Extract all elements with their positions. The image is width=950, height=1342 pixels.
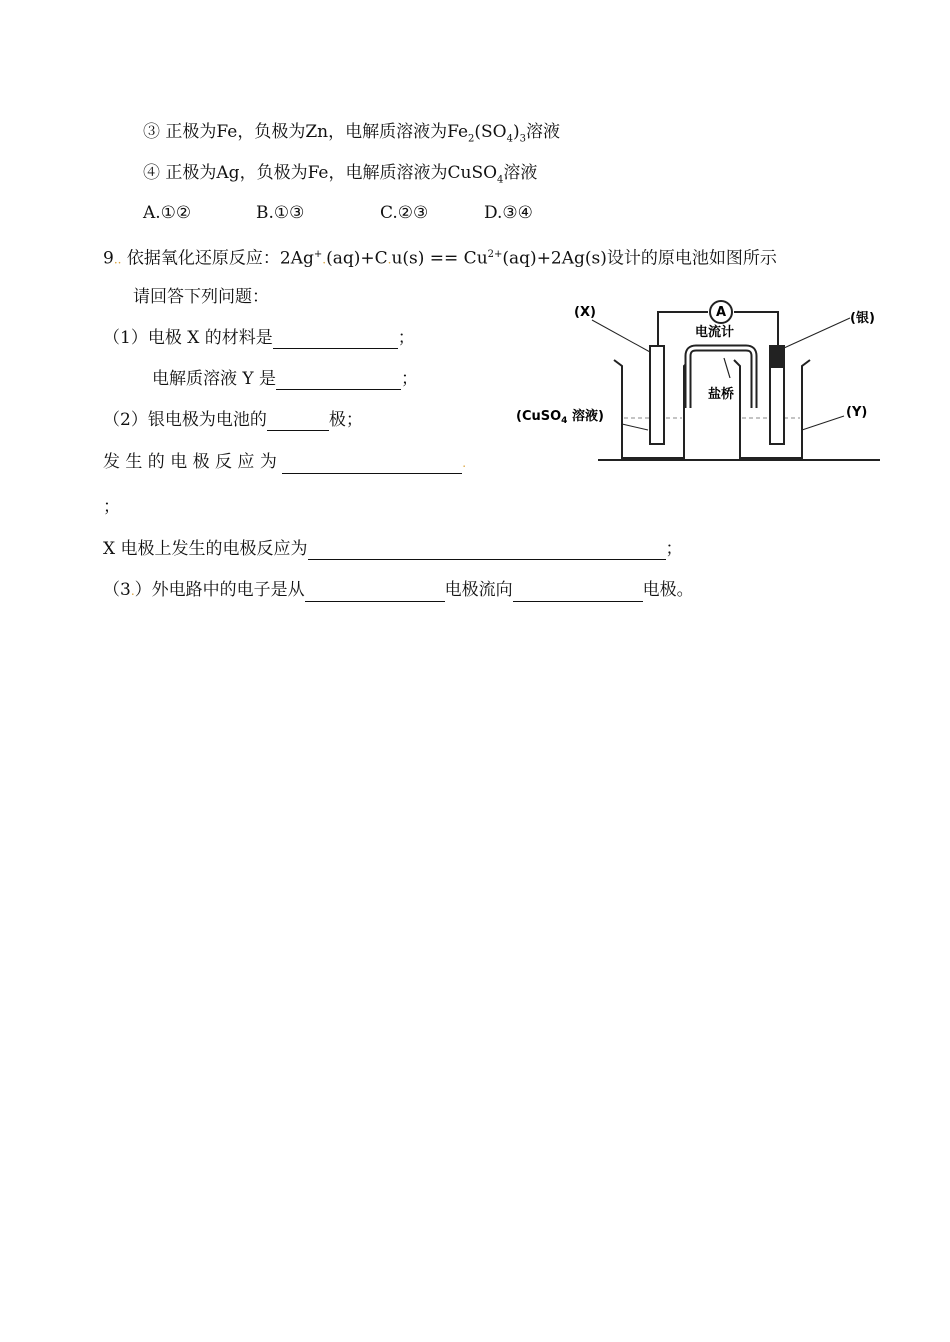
- punctuation: ；: [665, 539, 683, 559]
- question-1b: [152, 368, 418, 390]
- question-1a: [103, 327, 415, 349]
- question-text: 发 生 的 电 极 反 应 为: [103, 452, 277, 472]
- label-silver-pointer: [784, 318, 850, 348]
- question-2b-cont: ；: [103, 497, 120, 517]
- dot-mark: .: [130, 584, 135, 598]
- wire-right: [734, 312, 778, 346]
- question-number: 9: [103, 248, 114, 269]
- formula-part: 溶液: [526, 122, 561, 142]
- question-text: ）外电路中的电子是从: [134, 580, 305, 600]
- intro-text: 依据氧化还原反应：2Ag: [126, 248, 314, 269]
- formula-part: (SO: [474, 122, 507, 142]
- label-silver: (银): [850, 311, 875, 326]
- answer-blank-to-electrode[interactable]: [513, 583, 643, 602]
- label-x: (X): [574, 305, 596, 320]
- question-2b: [103, 451, 466, 474]
- question-text: X 电极上发生的电极反应为: [103, 539, 308, 559]
- superscript: +: [313, 249, 323, 260]
- option-4: [143, 162, 537, 191]
- intro-text: u(s) == Cu: [391, 248, 488, 269]
- salt-bridge-pointer: [724, 358, 730, 378]
- electrode-silver-cap: [770, 346, 784, 368]
- choice-d: D.③④: [484, 203, 533, 223]
- answer-blank-silver-reaction[interactable]: [282, 455, 462, 474]
- label-cuso4-pointer: [622, 424, 648, 430]
- answer-blank-from-electrode[interactable]: [305, 583, 445, 602]
- superscript: 2+: [487, 249, 503, 260]
- galvanometer-symbol: A: [715, 305, 727, 320]
- subscript: 4: [506, 133, 513, 145]
- label-x-pointer: [592, 320, 650, 352]
- dot-mark: .: [462, 456, 467, 470]
- label-y: (Y): [846, 405, 868, 420]
- punctuation: ；: [397, 328, 415, 348]
- dot-mark: .: [387, 252, 392, 267]
- question-9-intro: [103, 244, 777, 271]
- question-text: 电极流向: [444, 580, 513, 600]
- formula-part: 溶液: [503, 163, 538, 183]
- label-y-pointer: [802, 416, 844, 430]
- question-text: （2）银电极为电池的: [103, 410, 267, 430]
- label-salt-bridge: 盐桥: [708, 387, 735, 402]
- question-prompt: 请回答下列问题：: [133, 287, 269, 307]
- intro-text: (aq)+C: [326, 248, 388, 269]
- punctuation: ；: [401, 369, 419, 389]
- label-part: 溶液): [567, 409, 604, 424]
- punctuation: 极；: [328, 410, 363, 430]
- option-4-text: ④ 正极为Ag，负极为Fe，电解质溶液为CuSO: [143, 163, 498, 183]
- answer-blank-x-material[interactable]: [273, 330, 398, 349]
- option-3-text: ③ 正极为Fe，负极为Zn，电解质溶液为Fe: [143, 122, 469, 142]
- question-text: （3: [103, 580, 131, 600]
- subscript: 3: [519, 133, 527, 145]
- label-galvanometer: 电流计: [695, 325, 735, 340]
- formula-part: ): [513, 122, 520, 142]
- answer-blank-x-reaction[interactable]: [308, 541, 666, 560]
- intro-text: (aq)+2Ag(s)设计的原电池如图所示: [502, 248, 777, 269]
- question-text: 电解质溶液 Y 是: [152, 369, 277, 389]
- answer-blank-y-electrolyte[interactable]: [276, 371, 401, 390]
- question-2a: [103, 409, 363, 431]
- choice-b: B.①③: [256, 203, 305, 223]
- label-part: 4: [561, 416, 568, 426]
- choice-a: A.①②: [143, 203, 192, 223]
- subscript: 4: [497, 174, 504, 186]
- question-text: （1）电极 X 的材料是: [103, 328, 273, 348]
- subscript: 2: [468, 133, 475, 145]
- galvanic-cell-diagram: [510, 300, 885, 472]
- choice-c: C.②③: [380, 203, 429, 223]
- question-text: 电极。: [642, 580, 694, 600]
- question-3: [103, 579, 694, 602]
- dot-mark: .: [322, 252, 327, 267]
- electrode-x: [650, 346, 664, 444]
- question-2c: [103, 538, 683, 560]
- label-part: (CuSO: [516, 409, 562, 424]
- label-cuso4: [516, 408, 604, 426]
- answer-blank-pole[interactable]: [267, 412, 329, 431]
- dot-mark: ..: [113, 252, 122, 267]
- option-3: [143, 121, 560, 150]
